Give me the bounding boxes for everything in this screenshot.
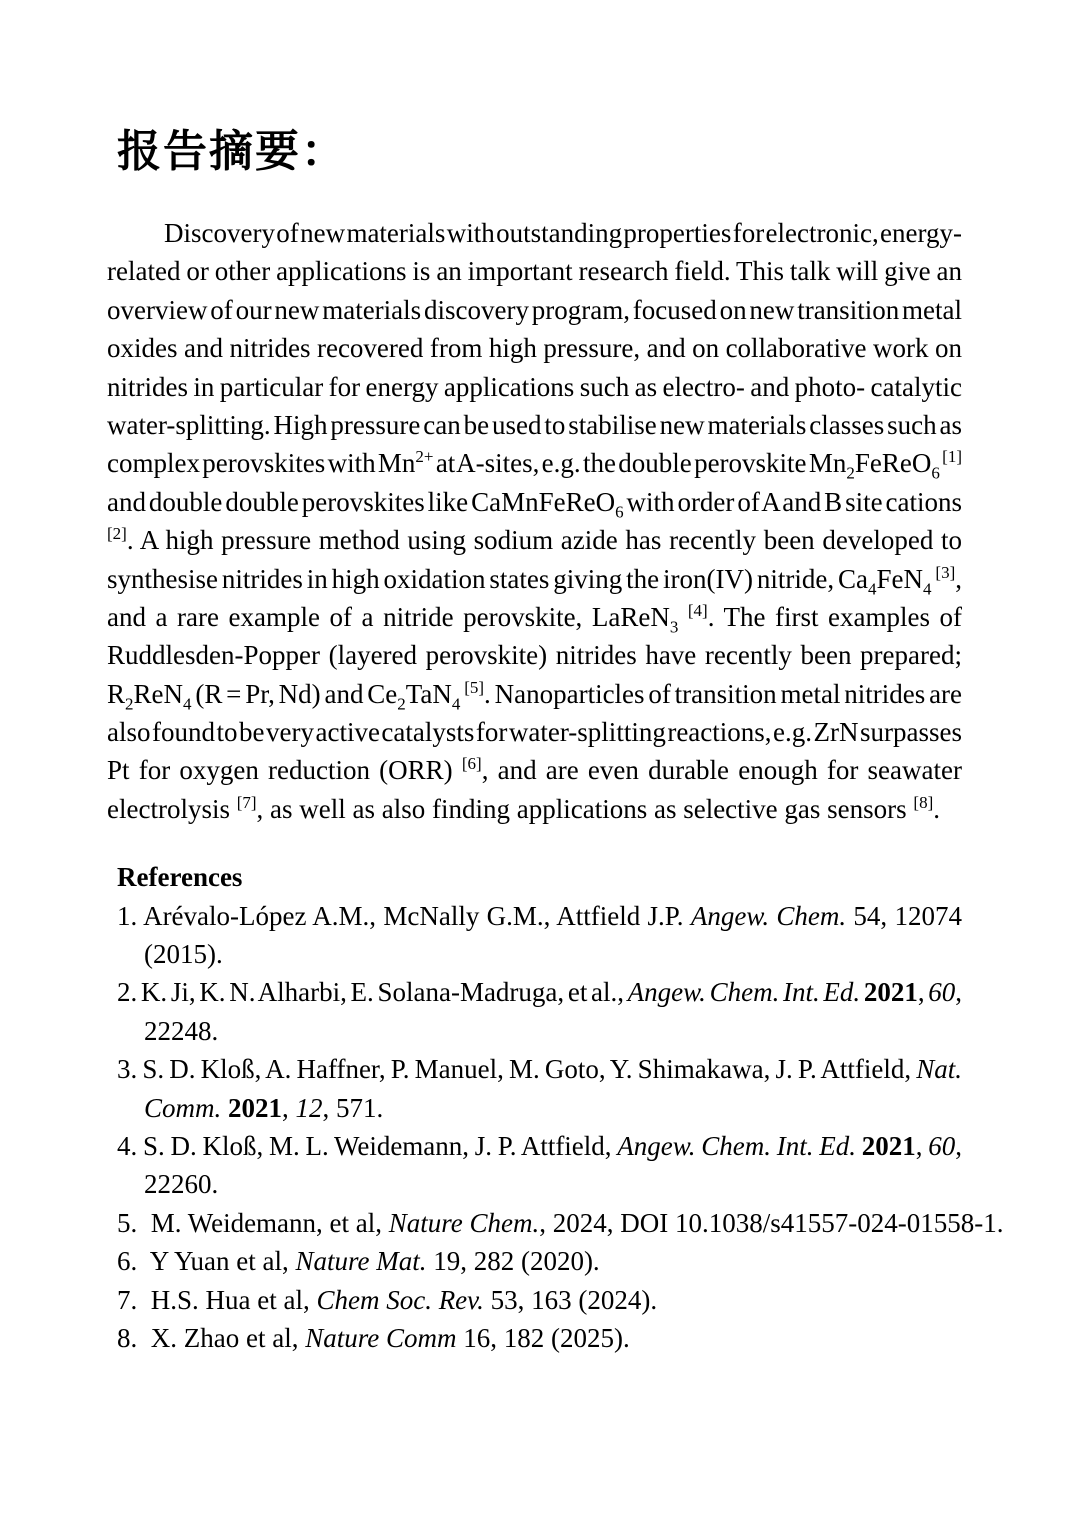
citation-marker: [4] [687,600,708,620]
reference-line [117,935,962,973]
text-run: , 2024, DOI 10.1038/s41557-024-01558-1. [539,1207,1004,1238]
subscript: 2 [397,694,406,714]
text-run: Discovery of new materials with outstanding properties for electronic, energy- [164,218,962,248]
reference-item [117,973,962,1050]
italic-text: Chem Soc. Rev. [316,1284,484,1315]
abstract-line [107,560,962,598]
text-run: water-splitting. High pressure can be used to stabilise new materials classes such as [107,409,962,440]
abstract-line [107,636,962,674]
reference-line [117,1204,1004,1242]
italic-text: 60 [928,977,956,1008]
text-run: , and are even durable enough for seawater [481,755,962,786]
subscript: 4 [451,694,461,714]
report-abstract-heading: 报告摘要： [117,126,347,177]
text-run: synthesise nitrides in high oxidation states giving the iron(IV) nitride, Ca [107,563,869,594]
subscript: 2 [846,463,855,483]
abstract-line [107,291,962,329]
references-list [107,897,1004,1358]
abstract-line [107,483,962,521]
abstract-line [107,368,962,406]
reference-item [117,897,962,974]
citation-marker: [8] [913,792,934,812]
italic-text: 12 [295,1092,323,1123]
text-run: , [955,1131,962,1161]
abstract-line [107,252,962,290]
reference-item [117,1050,962,1127]
abstract-line [107,713,962,751]
abstract-line [107,329,962,367]
italic-text: Nature Chem. [388,1207,540,1238]
reference-line [117,1242,962,1280]
text-run: 19, 282 (2020). [426,1246,600,1277]
reference-line [117,973,962,1011]
text-run: also found to be very active catalysts for water-splitting reactions, e.g. ZrN surpasses [107,717,962,748]
reference-line [117,1319,962,1357]
reference-line [117,1012,962,1050]
italic-text: Comm. [144,1092,222,1123]
text-run: 53, 163 (2024). [483,1284,658,1315]
superscript: 2+ [415,447,434,467]
text-run: , [955,977,963,1008]
reference-line [117,1089,962,1127]
bold-text: 2021 [863,977,918,1008]
text-run: , 571. [322,1092,384,1123]
text-run: 6. Y Yuan et al, [117,1246,296,1277]
text-run: (2015). [144,939,223,970]
text-run [678,602,688,632]
reference-line [117,1127,962,1165]
text-run: nitrides in particular for energy applications such as electro- and photo- catalytic [107,371,962,402]
citation-marker: [2] [107,524,127,544]
abstract-line [107,675,962,713]
text-run: 5. M. Weidemann, et al, [117,1207,389,1238]
subscript: 6 [931,463,940,483]
italic-text: Angew. Chem. Int. Ed. [617,1131,856,1161]
text-run [221,1093,228,1123]
abstract-line [107,790,962,828]
citation-marker: [7] [236,792,257,812]
text-run: at A-sites, e.g. the double perovskite Mn [433,448,847,479]
bold-text: 2021 [861,1131,916,1161]
reference-item [117,1319,962,1357]
text-run: 22260. [144,1169,219,1200]
reference-line [117,1050,962,1088]
text-run: , [955,563,962,594]
subscript: 6 [615,502,624,522]
citation-marker: [3] [935,562,956,582]
citation-marker: [5] [464,677,485,697]
abstract-line [107,444,962,482]
text-run: oxides and nitrides recovered from high pressure, and on collaborative work on [107,333,962,364]
bold-text: 2021 [228,1092,283,1123]
text-run: and a rare example of a nitride perovskite, LaReN [107,601,670,632]
text-run: overview of our new materials discovery program, focused on new transition metal [107,294,962,325]
text-run: R [107,678,126,709]
reference-item [117,1242,962,1280]
subscript: 4 [923,578,932,598]
text-run: 1. Arévalo-López A.M., McNally G.M., Attfield J.P. [117,900,691,931]
text-run: . A high pressure method using sodium azide has recently been developed to [126,525,962,556]
abstract-line [107,214,962,252]
italic-text: 60 [928,1131,956,1161]
italic-text: Angew. Chem. Int. Ed. [627,977,861,1008]
text-run: 3. S. D. Kloß, A. Haffner, P. Manuel, M. Goto, Y. Shimakawa, J. P. Attfield, [117,1054,917,1085]
text-run: and double double perovskites like CaMnFeReO [107,486,616,517]
abstract-line [107,521,962,559]
text-run: FeReO [854,448,932,479]
subscript: 4 [183,694,192,714]
subscript: 3 [669,617,679,637]
italic-text: Nature Comm [305,1322,457,1353]
italic-text: Angew. Chem. [690,900,847,931]
text-run: FeN [876,563,924,594]
text-run: related or other applications is an important research field. This talk will give an [107,256,962,287]
text-run: TaN [405,678,452,709]
text-run: Ruddlesden-Popper (layered perovskite) nitrides have recently been prepared; [107,640,962,671]
references-heading: References [117,862,243,893]
subscript: 2 [125,694,134,714]
text-run: , [915,1131,929,1161]
citation-marker: [6] [461,754,482,774]
text-run: . Nanoparticles of transition metal nitrides are [484,678,963,709]
reference-line [117,1165,962,1203]
text-run: 8. X. Zhao et al, [117,1322,306,1353]
italic-text: Nat. [916,1054,962,1085]
reference-line [117,897,962,935]
text-run: 7. H.S. Hua et al, [117,1284,317,1315]
text-run: 2. K. Ji, K. N. Alharbi, E. Solana-Madruga, et al., [117,977,628,1008]
reference-line [117,1281,962,1319]
text-run: . The first examples of [707,601,963,632]
abstract-line [107,406,962,444]
citation-marker: [1] [942,447,962,467]
text-run: electrolysis [107,793,237,824]
abstract-line [107,598,962,636]
reference-item [117,1204,1004,1242]
text-run: 54, 12074 [846,900,962,931]
text-run: Pt for oxygen reduction (ORR) [107,755,462,786]
text-run: , [282,1092,296,1123]
text-run: (R = Pr, Nd) and Ce [191,678,398,709]
abstract-paragraph [107,214,962,828]
text-run: , [917,977,929,1008]
reference-item [117,1127,962,1204]
text-run: complex perovskites with Mn [107,448,416,479]
text-run: . [933,793,940,824]
subscript: 4 [868,578,877,598]
text-run: ReN [133,678,184,709]
text-run: 16, 182 (2025). [456,1322,630,1353]
text-run: with order of A and B site cations [623,486,962,517]
abstract-line [107,751,962,789]
italic-text: Nature Mat. [295,1246,427,1277]
text-run: , as well as also finding applications as selective gas sensors [256,793,914,824]
reference-item [117,1281,962,1319]
text-run: 22248. [144,1015,219,1046]
text-run: 4. S. D. Kloß, M. L. Weidemann, J. P. Attfield, [117,1131,618,1161]
